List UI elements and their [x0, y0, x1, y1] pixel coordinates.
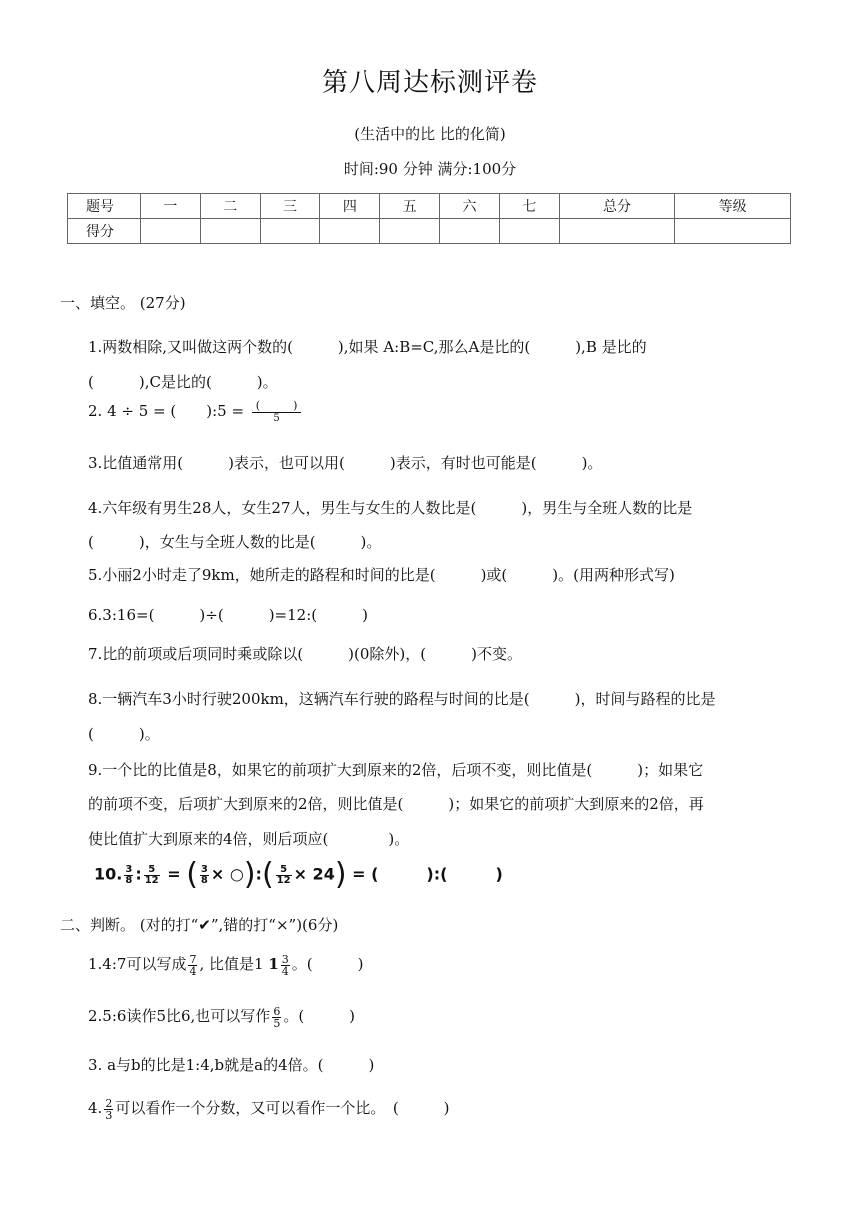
fraction-denominator: 3 [105, 1108, 113, 1122]
fraction-numerator: 7 [189, 952, 197, 966]
fraction-numerator: 3 [200, 863, 208, 875]
judge-question-3: 3. a与b的比是1:4,b就是a的4倍。( ) [88, 1056, 375, 1074]
question-1-line2: ( ),C是比的( )。 [88, 373, 278, 391]
score-cell[interactable] [200, 219, 260, 244]
fraction-2-3 [104, 1098, 113, 1121]
fraction-5-12 [144, 865, 160, 886]
fraction-numerator: 5 [148, 863, 156, 875]
score-cell[interactable] [499, 219, 559, 244]
fraction-3-8 [124, 865, 133, 886]
page-title: 第八周达标测评卷 [321, 68, 538, 98]
header-cell: 三 [260, 194, 320, 219]
question-9-line1: 9.一个比的比值是8，如果它的前项扩大到原来的2倍，后项不变，则比值是( )；如果它 [88, 761, 704, 779]
judge-2-answer: 。( ) [283, 1007, 356, 1025]
question-8-line2: ( )。 [88, 725, 160, 743]
header-cell: 二 [200, 194, 260, 219]
judge-4-text: 可以看作一个分数，又可以看作一个比。 ( ) [115, 1099, 450, 1117]
right-paren: ) [243, 857, 256, 892]
question-10: 10. $\frac{3}{8}$ : $\frac{5}{12}$ = ( $\frac{3}{8}$ × ○):( $\frac{5}{12}$ × 24) = ( ):( ) [94, 857, 503, 892]
question-7: 7.比的前项或后项同时乘或除以( )(0除外)，( )不变。 [88, 645, 522, 663]
question-2-text: 2. 4 ÷ 5 = ( ):5 = [88, 402, 245, 421]
fraction-numerator: 5 [280, 863, 288, 875]
fraction-numerator: 2 [105, 1096, 113, 1110]
left-paren: ( [186, 857, 198, 892]
fraction-7-4 [188, 954, 197, 977]
fraction-denominator: 5 [273, 1016, 281, 1030]
header-cell: 题号 [68, 194, 141, 219]
operator-times-circle: × ○ [210, 864, 244, 884]
judge-1-mid: , 比值是1 [199, 955, 264, 973]
score-cell[interactable] [141, 219, 201, 244]
fraction-3-4 [281, 954, 290, 977]
fraction-numerator: 3 [281, 952, 289, 966]
score-cell[interactable] [320, 219, 380, 244]
question-9-line3: 使比值扩大到原来的4倍，则后项应( )。 [88, 830, 410, 848]
question-2 [88, 400, 301, 424]
header-cell: 五 [380, 194, 440, 219]
right-paren: ) [334, 857, 347, 892]
blank-fraction [252, 400, 302, 424]
fraction-6-5 [272, 1006, 281, 1029]
judge-2-text: 2.5:6读作5比6,也可以写作 [88, 1007, 271, 1025]
score-cell[interactable] [559, 219, 675, 244]
row-label: 得分 [68, 219, 141, 244]
fraction-denominator: 4 [189, 964, 197, 978]
mixed-number-whole: 1 [268, 955, 279, 973]
fraction-numerator: 6 [273, 1004, 281, 1018]
question-3: 3.比值通常用( )表示，也可以用( )表示，有时也可能是( )。 [88, 454, 603, 472]
question-4-line2: ( )，女生与全班人数的比是( )。 [88, 533, 382, 551]
header-cell: 六 [440, 194, 500, 219]
score-cell[interactable] [675, 219, 791, 244]
question-8-line1: 8.一辆汽车3小时行驶200km，这辆汽车行驶的路程与时间的比是( )，时间与路程的比是 [88, 690, 716, 708]
section1-title: 一、填空。 (27分) [60, 294, 186, 312]
fraction-numerator: ( ) [252, 400, 302, 413]
judge-1-text: 1.4:7可以写成 [88, 955, 187, 973]
score-cell[interactable] [380, 219, 440, 244]
exam-meta: 时间:90 分钟 满分:100分 [343, 160, 517, 178]
fraction-denominator: 4 [281, 964, 289, 978]
score-table-header-row [68, 194, 791, 219]
header-cell: 四 [320, 194, 380, 219]
page-subtitle: (生活中的比 比的化简) [354, 125, 506, 143]
score-table-score-row [68, 219, 791, 244]
question-5: 5.小丽2小时走了9km，她所走的路程和时间的比是( )或( )。(用两种形式写) [88, 566, 675, 584]
section2-title: 二、判断。 (对的打“✔”,错的打“×”)(6分) [60, 916, 339, 934]
judge-question-4: 4. $\frac{2}{3}$ 可以看作一个分数，又可以看作一个比。 ( ) [88, 1096, 450, 1122]
question-9-line2: 的前项不变，后项扩大到原来的2倍，则比值是( )；如果它的前项扩大到原来的2倍，再 [88, 795, 704, 813]
judge-question-1 [88, 953, 363, 977]
fraction-denominator: 5 [273, 413, 280, 425]
fraction-5-12 [276, 865, 292, 886]
judge-1-answer: 。( ) [291, 955, 364, 973]
fraction-denominator: 8 [125, 874, 133, 886]
fraction-denominator: 12 [276, 874, 291, 886]
fraction-3-8 [200, 865, 209, 886]
score-cell[interactable] [260, 219, 320, 244]
header-cell: 总分 [559, 194, 675, 219]
fraction-numerator: 3 [125, 863, 133, 875]
score-table [67, 193, 791, 244]
fraction-denominator: 12 [144, 874, 159, 886]
header-cell: 七 [499, 194, 559, 219]
question-10-prefix: 10. [94, 864, 123, 884]
question-10-tail: = ( ):( ) [352, 864, 503, 884]
left-paren: ( [261, 857, 274, 892]
question-6: 6.3:16=( )÷( )=12:( ) [88, 606, 368, 624]
question-1-line1: 1.两数相除,又叫做这两个数的( ),如果 A:B=C,那么A是比的( ),B 是比的 [88, 338, 647, 356]
fraction-denominator: 8 [200, 874, 208, 886]
header-cell: 一 [141, 194, 201, 219]
operator-times-24: × 24 [293, 864, 335, 884]
question-4-line1: 4.六年级有男生28人，女生27人，男生与女生的人数比是( )，男生与全班人数的比是 [88, 499, 693, 517]
score-cell[interactable] [440, 219, 500, 244]
judge-question-2 [88, 1005, 355, 1029]
header-cell: 等级 [675, 194, 791, 219]
